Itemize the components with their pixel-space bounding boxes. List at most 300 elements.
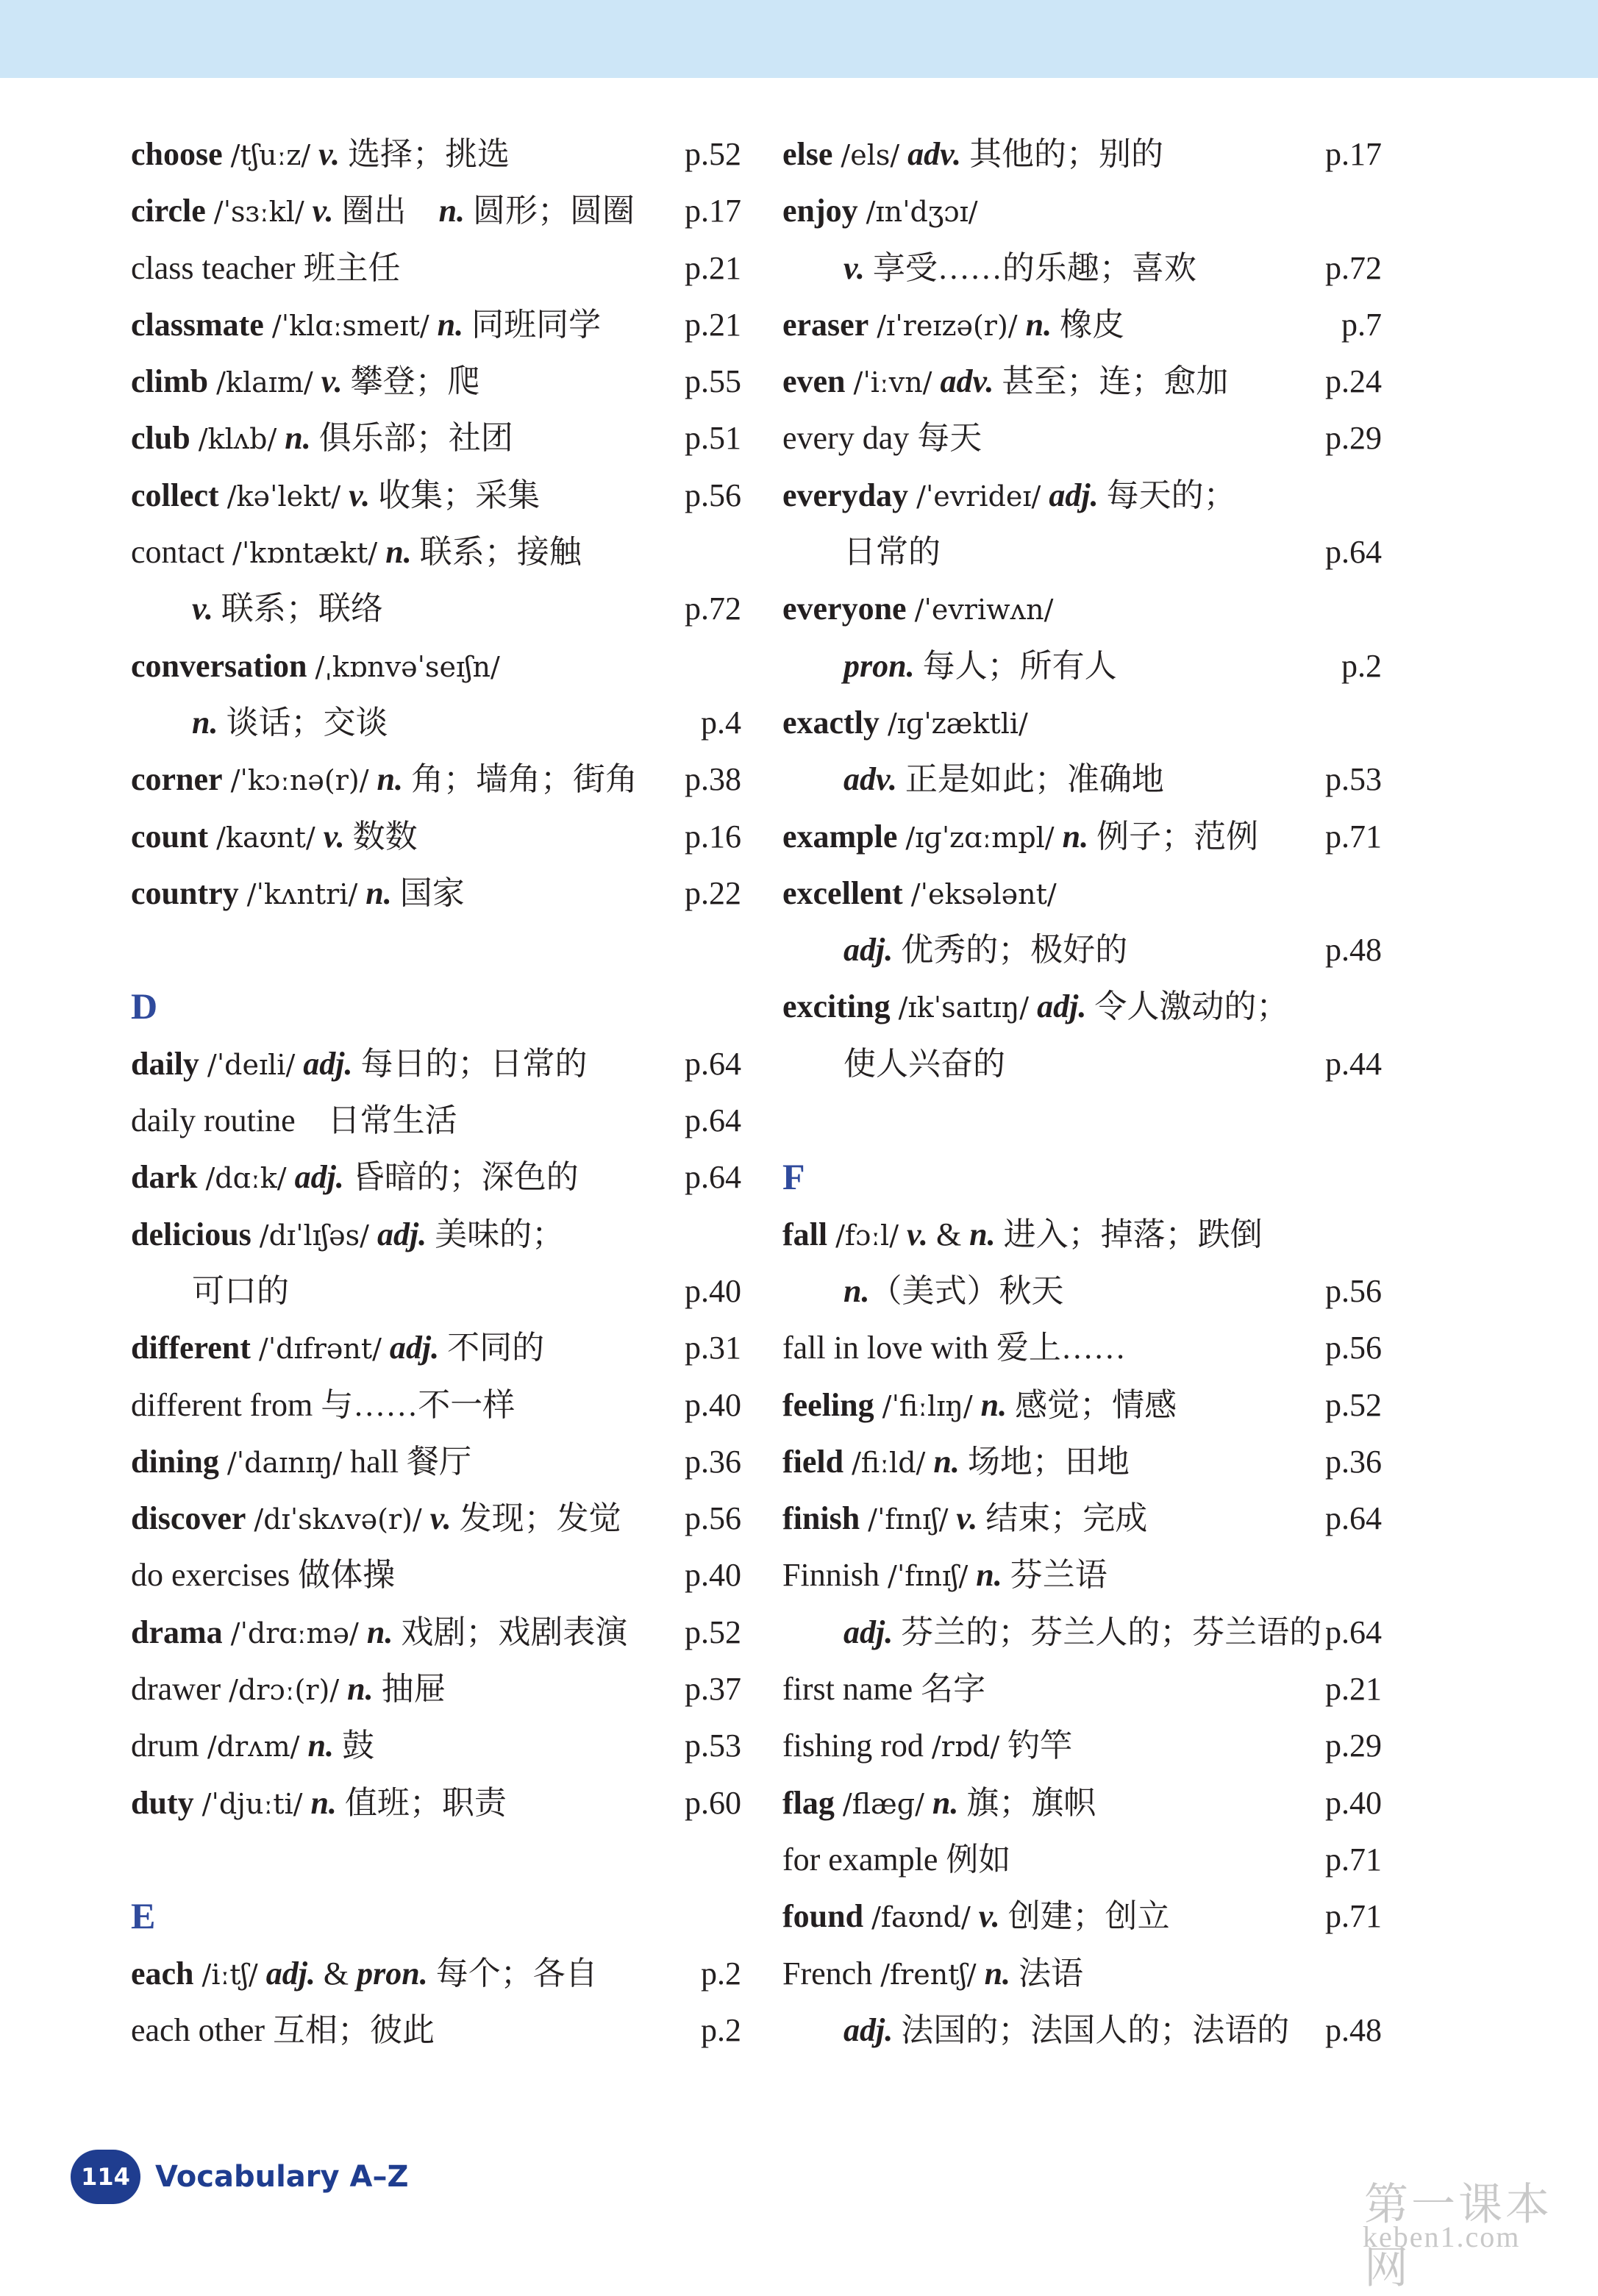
vocab-entry (782, 410, 1382, 466)
part-of-speech: n. (307, 1728, 334, 1764)
part-of-speech: n. (192, 704, 218, 741)
definition-text: 值班；职责 (336, 1784, 507, 1821)
vocab-entry (782, 467, 1382, 581)
part-of-speech: n. (365, 874, 392, 911)
definition-text: 数数 (344, 818, 418, 855)
definition-text: 正是如此；准确地 (896, 761, 1164, 798)
part-of-speech: n. (932, 1784, 959, 1821)
part-of-speech: adv. (843, 761, 897, 798)
pronunciation: /ˈkɒntækt/ (232, 537, 378, 570)
pronunciation: /ˈeksələnt/ (910, 877, 1057, 910)
entry-continuation-line (782, 638, 1382, 694)
page-reference: p.16 (685, 818, 741, 855)
entry-line (782, 1547, 1382, 1603)
headword: enjoy (782, 193, 858, 229)
definition-text: do exercises 做体操 (131, 1557, 396, 1594)
section-letter: F (782, 1156, 805, 1198)
part-of-speech: pron. (843, 647, 915, 684)
vocab-entry (131, 1092, 741, 1149)
page-reference: p.36 (1325, 1443, 1382, 1480)
page-reference: p.22 (685, 874, 741, 911)
entry-line (782, 296, 1382, 353)
page-reference: p.40 (1325, 1784, 1382, 1821)
headword: country (131, 874, 239, 911)
section-gap (782, 1092, 1382, 1149)
part-of-speech: n. (377, 761, 404, 798)
page-reference: p.71 (1325, 1841, 1382, 1878)
entry-line (782, 865, 1382, 921)
page-reference: p.7 (1341, 306, 1382, 343)
vocab-entry (131, 1604, 741, 1661)
pronunciation: /ˈevriwʌn/ (914, 593, 1054, 627)
vocab-entry (131, 1945, 741, 2002)
part-of-speech: v. (978, 1898, 1000, 1935)
definition-text: & (927, 1216, 970, 1252)
section-letter: D (131, 985, 158, 1027)
definition-text: different from 与……不一样 (131, 1386, 516, 1423)
vocab-entry (131, 865, 741, 921)
headword: excellent (782, 874, 903, 911)
definition-text: 同班同学 (463, 306, 602, 343)
definition-text: 优秀的；极好的 (893, 932, 1128, 969)
section-gap (131, 1831, 741, 1888)
vocab-entry (131, 1206, 741, 1320)
page-reference: p.52 (1325, 1386, 1382, 1423)
entry-line (131, 1319, 741, 1376)
definition-text (339, 1671, 347, 1707)
page-reference: p.4 (701, 704, 741, 741)
part-of-speech: n. (843, 1272, 870, 1309)
headword: collect (131, 477, 219, 513)
entry-continuation-line (782, 1035, 1382, 1092)
vocab-entry (131, 1775, 741, 1831)
definition-text: every day 每天 (782, 420, 982, 457)
part-of-speech: adj. (1049, 477, 1099, 513)
headword: each (131, 1955, 194, 1992)
page-reference: p.52 (685, 136, 741, 172)
vocab-entry (782, 296, 1382, 353)
part-of-speech: v. (429, 1500, 452, 1537)
headword: choose (131, 136, 223, 172)
entry-line (131, 1433, 741, 1490)
vocab-entry (131, 410, 741, 466)
pronunciation: /ɪkˈsaɪtɪŋ/ (898, 991, 1030, 1024)
entry-line (131, 1661, 741, 1717)
pronunciation: /ˈdaɪnɪŋ/ (226, 1446, 343, 1479)
pronunciation: /ˈfɪnɪʃ/ (868, 1503, 949, 1536)
page-reference: p.64 (685, 1045, 741, 1082)
entry-line (782, 808, 1382, 865)
vocab-entry (131, 1547, 741, 1603)
pronunciation: /faʊnd/ (871, 1901, 971, 1934)
page-reference: p.72 (685, 591, 741, 627)
definition-text: 昏暗的；深色的 (343, 1159, 579, 1196)
pronunciation: /rɒd/ (931, 1730, 1000, 1764)
part-of-speech: v. (907, 1216, 928, 1252)
page-reference: p.2 (1341, 647, 1382, 684)
entry-line (131, 182, 741, 239)
vocab-entry (131, 467, 741, 524)
definition-text: 圆形；圆圈 (465, 193, 635, 229)
entry-line (131, 808, 741, 865)
definition-text: 收集；采集 (370, 477, 541, 513)
pronunciation: /ˈfɪnɪʃ/ (888, 1560, 969, 1593)
vocab-entry (131, 1035, 741, 1092)
left-column (131, 126, 741, 2058)
part-of-speech: n. (933, 1443, 960, 1480)
headword: dining (131, 1443, 219, 1480)
headword: club (131, 420, 190, 457)
entry-continuation-line (782, 2002, 1382, 2058)
definition-text: 圈出 (333, 193, 439, 229)
headword: example (782, 818, 898, 855)
entry-line (131, 1604, 741, 1661)
page-reference: p.29 (1325, 420, 1382, 457)
vocab-entry (782, 1717, 1382, 1774)
pronunciation: /ˈdeɪli/ (207, 1048, 296, 1081)
definition-text: 每人；所有人 (914, 647, 1117, 684)
watermark-url: keben1.com (1363, 2220, 1521, 2253)
pronunciation: /fɔːl/ (835, 1219, 899, 1252)
watermark-chinese: 第一课本网 (1364, 2181, 1552, 2292)
vocab-entry (782, 865, 1382, 979)
part-of-speech: n. (438, 193, 466, 229)
page-reference: p.21 (685, 249, 741, 286)
entry-line (782, 1319, 1382, 1376)
headword: everyone (782, 591, 907, 627)
headword: climb (131, 363, 209, 400)
page-reference: p.40 (685, 1272, 741, 1309)
vocab-entry (131, 1661, 741, 1717)
definition-text: 角；墙角；街角 (403, 761, 638, 798)
vocab-entry (131, 2002, 741, 2058)
pronunciation: /ˈiːvn/ (853, 366, 932, 399)
part-of-speech: n. (437, 306, 464, 343)
pronunciation: /dɑːk/ (205, 1162, 287, 1195)
entry-line (131, 638, 741, 694)
definition-text: Finnish (782, 1557, 888, 1594)
entry-line (782, 1945, 1382, 2002)
page-reference: p.21 (1325, 1671, 1382, 1708)
definition-text: first name 名字 (782, 1671, 986, 1708)
definition-text: 选择；挑选 (340, 136, 510, 172)
headword: found (782, 1898, 864, 1935)
part-of-speech: adv. (940, 363, 994, 400)
headword: field (782, 1443, 844, 1480)
entry-line (131, 1945, 741, 2002)
entry-line (131, 524, 741, 580)
page-reference: p.64 (685, 1159, 741, 1196)
definition-text: fishing rod (782, 1728, 932, 1764)
pronunciation: /ɪɡˈzæktli/ (887, 707, 1028, 740)
part-of-speech: n. (1025, 306, 1052, 343)
entry-line (782, 1831, 1382, 1888)
headword: fall (782, 1216, 828, 1252)
entry-continuation-line (782, 751, 1382, 807)
part-of-speech: v. (321, 363, 343, 400)
page-reference: p.51 (685, 420, 741, 457)
part-of-speech: n. (385, 534, 412, 571)
part-of-speech: adj. (843, 2011, 893, 2048)
part-of-speech: n. (976, 1557, 1002, 1594)
definition-text: 国家 (391, 874, 465, 911)
headword: discover (131, 1500, 246, 1537)
vocab-entry (131, 182, 741, 239)
entry-line (131, 2002, 741, 2058)
page-reference: p.52 (685, 1614, 741, 1650)
page-reference: p.21 (685, 306, 741, 343)
page-reference: p.71 (1325, 818, 1382, 855)
entry-line (782, 580, 1382, 637)
top-color-band (0, 0, 1598, 78)
part-of-speech: adj. (389, 1330, 440, 1366)
definition-text: 使人兴奋的 (843, 1045, 1005, 1082)
definition-text: 创建；创立 (999, 1898, 1170, 1935)
part-of-speech: n. (347, 1671, 374, 1708)
vocab-entry (131, 1490, 741, 1547)
vocab-entry (782, 808, 1382, 865)
vocab-entry (131, 240, 741, 296)
part-of-speech: v. (323, 818, 345, 855)
vocab-entry (782, 1490, 1382, 1547)
definition-text: 芬兰的；芬兰人的；芬兰语的 (893, 1614, 1322, 1650)
definition-text: 旗；旗帜 (958, 1784, 1096, 1821)
pronunciation: /flæɡ/ (842, 1787, 924, 1820)
pronunciation: /frentʃ/ (880, 1958, 977, 1991)
pronunciation: /drʌm/ (207, 1730, 300, 1764)
vocab-entry (131, 524, 741, 638)
pronunciation: /drɔː(r)/ (229, 1674, 340, 1707)
pronunciation: /kaʊnt/ (216, 821, 315, 854)
headword: different (131, 1330, 251, 1366)
part-of-speech: adj. (1037, 988, 1087, 1025)
page-reference: p.44 (1325, 1045, 1382, 1082)
vocab-entry (782, 1775, 1382, 1831)
definition-text: 享受……的乐趣；喜欢 (864, 249, 1196, 286)
pronunciation: /ɪˈreɪzə(r)/ (877, 309, 1018, 342)
entry-line (131, 1149, 741, 1205)
page-reference: p.40 (685, 1557, 741, 1594)
page-reference: p.53 (1325, 761, 1382, 798)
headword: even (782, 363, 846, 400)
page-reference: p.17 (1325, 136, 1382, 172)
definition-text (968, 1557, 976, 1593)
entry-line (782, 353, 1382, 410)
pronunciation: /ˈevrideɪ/ (916, 479, 1041, 513)
pronunciation: /ˈkʌntri/ (246, 877, 358, 910)
pronunciation: /iːtʃ/ (201, 1958, 258, 1991)
vocab-entry (782, 182, 1382, 296)
entry-continuation-line (782, 921, 1382, 978)
vocab-entry (782, 1945, 1382, 2059)
entry-continuation-line (131, 580, 741, 637)
definition-text: 每日的；日常的 (352, 1045, 588, 1082)
page-reference: p.38 (685, 761, 741, 798)
definition-text: contact (131, 534, 233, 571)
page-reference: p.64 (1325, 1614, 1382, 1650)
page-reference: p.64 (1325, 1500, 1382, 1537)
entry-line (131, 865, 741, 921)
page-number-badge: 114 (71, 2150, 140, 2204)
pronunciation: /ˌkɒnvəˈseɪʃn/ (315, 650, 500, 683)
headword: count (131, 818, 209, 855)
page-reference: p.2 (701, 1955, 741, 1992)
right-column (782, 126, 1382, 2058)
entry-line (782, 182, 1382, 239)
part-of-speech: v. (192, 591, 213, 627)
entry-line (782, 1661, 1382, 1717)
page-reference: p.48 (1325, 932, 1382, 969)
definition-text: 俱乐部；社团 (310, 420, 513, 457)
vocab-entry (782, 1433, 1382, 1490)
entry-line (131, 467, 741, 524)
vocab-entry (131, 1149, 741, 1205)
pronunciation: /klaɪm/ (216, 366, 313, 399)
definition-text: each other 互相；彼此 (131, 2011, 435, 2048)
page-reference: p.72 (1325, 249, 1382, 286)
definition-text: French (782, 1955, 881, 1992)
part-of-speech: n. (984, 1955, 1011, 1992)
page-reference: p.48 (1325, 2011, 1382, 2048)
vocab-entry (131, 638, 741, 752)
pronunciation: /fiːld/ (852, 1446, 926, 1479)
entry-line (131, 751, 741, 807)
part-of-speech: v. (318, 136, 340, 172)
part-of-speech: adj. (843, 932, 893, 969)
page-reference: p.56 (685, 1500, 741, 1537)
entry-line (782, 410, 1382, 466)
headword: daily (131, 1045, 199, 1082)
part-of-speech: v. (956, 1500, 978, 1537)
page-reference: p.71 (1325, 1898, 1382, 1935)
headword: else (782, 136, 833, 172)
vocab-entry (131, 296, 741, 353)
definition-text: 日常的 (843, 534, 941, 571)
page-reference: p.56 (1325, 1330, 1382, 1366)
definition-text: 例子；范例 (1088, 818, 1259, 855)
entry-continuation-line (782, 1263, 1382, 1319)
page-reference: p.40 (685, 1386, 741, 1423)
vocab-entry (782, 978, 1382, 1092)
pronunciation: /ˈklɑːsmeɪt/ (271, 309, 429, 342)
definition-text: （美式）秋天 (869, 1272, 1064, 1309)
vocab-entry (782, 580, 1382, 694)
pronunciation: /ɪɡˈzɑːmpl/ (905, 821, 1055, 854)
definition-text: & (315, 1955, 357, 1992)
definition-text: 抽屉 (373, 1671, 446, 1708)
headword: classmate (131, 306, 264, 343)
part-of-speech: v. (843, 249, 865, 286)
definition-text: hall 餐厅 (350, 1443, 472, 1480)
vocab-entry (131, 1319, 741, 1376)
entry-continuation-line (782, 1604, 1382, 1661)
headword: circle (131, 193, 206, 229)
definition-text: 每个；各自 (427, 1955, 598, 1992)
page-reference: p.17 (685, 193, 741, 229)
entry-continuation-line (782, 240, 1382, 296)
vocab-entry (131, 1377, 741, 1433)
definition-text: 可口的 (192, 1272, 289, 1309)
part-of-speech: adj. (377, 1216, 427, 1252)
definition-text: 美味的； (427, 1216, 565, 1252)
pronunciation: /dɪˈlɪʃəs/ (259, 1219, 369, 1252)
page-reference: p.56 (685, 477, 741, 513)
entry-line (131, 126, 741, 182)
entry-line (131, 296, 741, 353)
section-gap (131, 921, 741, 978)
definition-text: drawer (131, 1671, 229, 1708)
part-of-speech: pron. (357, 1955, 428, 1992)
definition-text: 戏剧；戏剧表演 (393, 1614, 628, 1650)
entry-line (131, 1092, 741, 1149)
definition-text: daily routine 日常生活 (131, 1102, 457, 1139)
entry-continuation-line (782, 524, 1382, 580)
definition-text: 法国的；法国人的；法语的 (893, 2011, 1290, 2048)
definition-text: 钓竿 (999, 1728, 1073, 1764)
vocab-entry (131, 353, 741, 410)
entry-continuation-line (131, 694, 741, 751)
part-of-speech: adj. (265, 1955, 315, 1992)
pronunciation: /ˈsɜːkl/ (213, 196, 304, 229)
definition-text: 不同的 (439, 1330, 545, 1366)
part-of-speech: adj. (294, 1159, 344, 1196)
part-of-speech: v. (312, 193, 334, 229)
definition-text: 场地；田地 (959, 1443, 1130, 1480)
vocab-entry (782, 694, 1382, 808)
definition-text: fall in love with 爱上…… (782, 1330, 1126, 1366)
headword: drama (131, 1614, 223, 1650)
definition-text: 发现；发觉 (451, 1500, 621, 1537)
part-of-speech: n. (310, 1784, 337, 1821)
definition-text: drum (131, 1728, 207, 1764)
definition-text (300, 1728, 308, 1764)
entry-line (131, 410, 741, 466)
vocab-entry (782, 126, 1382, 182)
pronunciation: /ˈdjuːti/ (201, 1787, 303, 1820)
entry-line (131, 1206, 741, 1263)
entry-line (782, 1888, 1382, 1944)
entry-line (782, 126, 1382, 182)
pronunciation: /ˈfiːlɪŋ/ (882, 1389, 973, 1422)
part-of-speech: n. (366, 1614, 393, 1650)
vocab-entry (131, 808, 741, 865)
page-reference: p.53 (685, 1728, 741, 1764)
entry-line (131, 1035, 741, 1092)
footer-title: Vocabulary A–Z (155, 2160, 409, 2194)
entry-line (131, 240, 741, 296)
definition-text: class teacher 班主任 (131, 249, 401, 286)
vocab-entry (131, 1433, 741, 1490)
headword: dark (131, 1159, 198, 1196)
entry-continuation-line (131, 1263, 741, 1319)
entry-line (782, 1490, 1382, 1547)
entry-line (131, 1547, 741, 1603)
entry-line (782, 694, 1382, 751)
vocab-entry (782, 1661, 1382, 1717)
entry-line (131, 1490, 741, 1547)
definition-text: 进入；掉落；跌倒 (995, 1216, 1263, 1252)
vocab-entry (782, 1831, 1382, 1888)
vocab-entry (782, 1377, 1382, 1433)
definition-text: 联系；联络 (213, 591, 383, 627)
definition-text: 攀登；爬 (342, 363, 480, 400)
headword: feeling (782, 1386, 874, 1423)
definition-text: 感觉；情感 (1007, 1386, 1177, 1423)
headword: exactly (782, 704, 880, 741)
headword: eraser (782, 306, 869, 343)
vocab-entry (131, 126, 741, 182)
definition-text: 令人激动的； (1086, 988, 1289, 1025)
